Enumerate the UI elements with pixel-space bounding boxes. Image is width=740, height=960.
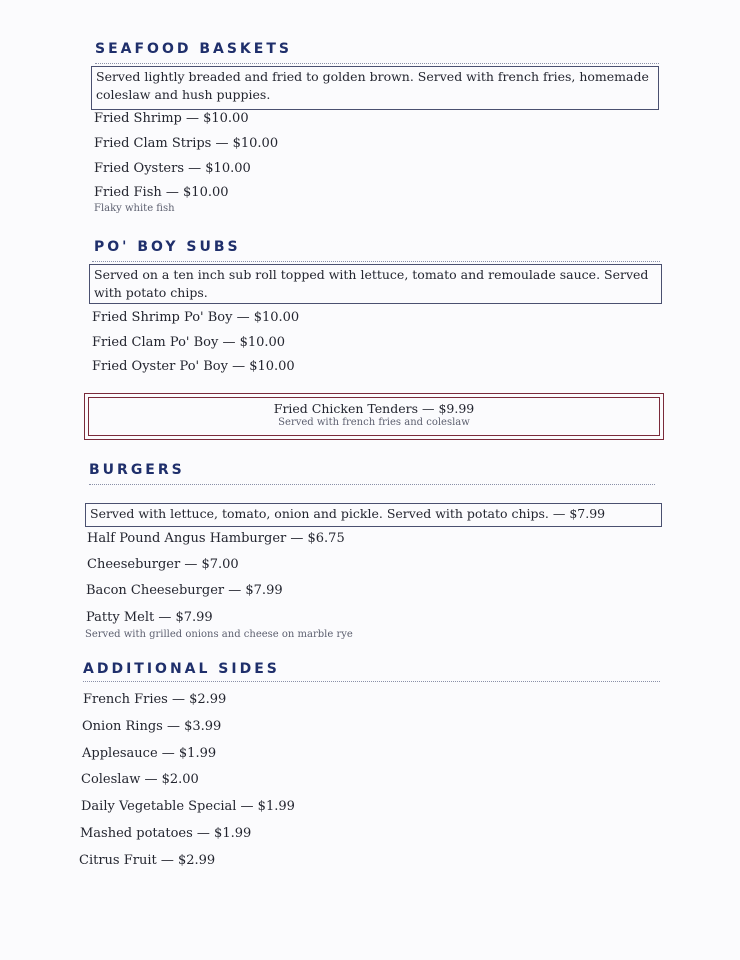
menu-item-daily-vegetable-special: Daily Vegetable Special — $1.99 <box>81 799 295 814</box>
menu-item-coleslaw: Coleslaw — $2.00 <box>81 772 199 787</box>
menu-item-fried-clam-po-boy: Fried Clam Po' Boy — $10.00 <box>92 335 286 350</box>
section-heading-additional-sides: ADDITIONAL SIDES <box>83 661 280 677</box>
menu-item-half-pound-angus-hamburger: Half Pound Angus Hamburger — $6.75 <box>87 531 345 546</box>
menu-item-note-patty-melt: Served with grilled onions and cheese on marble rye <box>85 629 353 640</box>
menu-item-french-fries: French Fries — $2.99 <box>83 692 227 707</box>
menu-item-cheeseburger: Cheeseburger — $7.00 <box>87 557 239 572</box>
section-divider <box>92 261 660 262</box>
poboy-description-box: Served on a ten inch sub roll topped with lettuce, tomato and remoulade sauce. Served with potato chips. <box>89 264 662 304</box>
section-heading-seafood-baskets: SEAFOOD BASKETS <box>95 41 292 57</box>
section-heading-burgers: BURGERS <box>89 462 185 478</box>
section-divider <box>83 681 660 682</box>
burgers-description-box: Served with lettuce, tomato, onion and pickle. Served with potato chips. — $7.99 <box>85 503 662 527</box>
menu-item-fried-clam-strips: Fried Clam Strips — $10.00 <box>94 136 279 151</box>
menu-item-note-fried-fish: Flaky white fish <box>94 203 175 214</box>
menu-item-bacon-cheeseburger: Bacon Cheeseburger — $7.99 <box>86 583 283 598</box>
featured-item-fried-chicken-tenders: Fried Chicken Tenders — $9.99 <box>273 401 475 416</box>
menu-item-fried-shrimp: Fried Shrimp — $10.00 <box>94 111 249 126</box>
menu-item-fried-oyster-po-boy: Fried Oyster Po' Boy — $10.00 <box>92 359 295 374</box>
featured-item-note: Served with french fries and coleslaw <box>278 417 470 428</box>
menu-item-onion-rings: Onion Rings — $3.99 <box>82 719 222 734</box>
section-heading-po-boy-subs: PO' BOY SUBS <box>94 239 241 255</box>
menu-item-fried-fish: Fried Fish — $10.00 <box>94 185 229 200</box>
menu-item-mashed-potatoes: Mashed potatoes — $1.99 <box>80 826 252 841</box>
featured-item-inner-frame <box>88 397 660 436</box>
menu-item-fried-oysters: Fried Oysters — $10.00 <box>94 161 251 176</box>
menu-item-patty-melt: Patty Melt — $7.99 <box>86 610 213 625</box>
menu-item-applesauce: Applesauce — $1.99 <box>82 746 217 761</box>
menu-item-fried-shrimp-po-boy: Fried Shrimp Po' Boy — $10.00 <box>92 310 300 325</box>
section-divider <box>95 63 659 64</box>
seafood-description-box: Served lightly breaded and fried to golden brown. Served with french fries, homemade coleslaw and hush puppies. <box>91 66 659 110</box>
featured-item-box <box>84 393 664 440</box>
menu-item-citrus-fruit: Citrus Fruit — $2.99 <box>79 853 216 868</box>
section-divider <box>89 484 655 485</box>
